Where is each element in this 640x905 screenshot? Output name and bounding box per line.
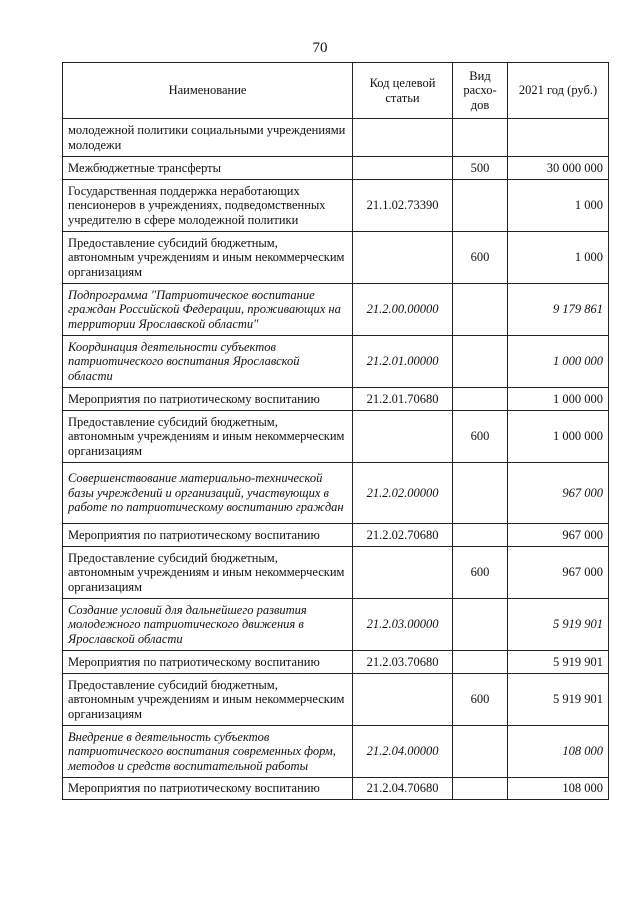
cell-code — [353, 674, 453, 726]
cell-code: 21.2.02.00000 — [353, 463, 453, 524]
cell-name: Мероприятия по патриотическому воспитанию — [63, 388, 353, 411]
table-row — [63, 674, 609, 726]
table-row — [63, 180, 609, 232]
header-sum: 2021 год (руб.) — [508, 63, 609, 119]
cell-name: Мероприятия по патриотическому воспитанию — [63, 524, 353, 547]
cell-code: 21.2.03.70680 — [353, 651, 453, 674]
cell-name: Мероприятия по патриотическому воспитанию — [63, 651, 353, 674]
cell-type: 500 — [453, 157, 508, 180]
cell-code: 21.2.01.70680 — [353, 388, 453, 411]
cell-code: 21.2.00.00000 — [353, 284, 453, 336]
cell-sum: 5 919 901 — [508, 651, 609, 674]
table-row — [63, 119, 609, 157]
cell-name: Создание условий для дальнейшего развития молодежного патриотического движения в Ярославской области — [63, 599, 353, 651]
cell-name: Внедрение в деятельность субъектов патриотического воспитания современных форм, методов и средств воспитательной работы — [63, 726, 353, 778]
cell-sum: 1 000 — [508, 232, 609, 284]
table-row — [63, 411, 609, 463]
cell-name: Координация деятельности субъектов патриотического воспитания Ярославской области — [63, 336, 353, 388]
table-row — [63, 599, 609, 651]
cell-type: 600 — [453, 411, 508, 463]
cell-sum: 5 919 901 — [508, 674, 609, 726]
cell-name: Подпрограмма "Патриотическое воспитание граждан Российской Федерации, проживающих на территории Ярославской области" — [63, 284, 353, 336]
table-row — [63, 547, 609, 599]
cell-code: 21.2.03.00000 — [353, 599, 453, 651]
cell-name: Предоставление субсидий бюджетным, автономным учреждениям и иным некоммерческим организациям — [63, 411, 353, 463]
table-row — [63, 336, 609, 388]
table-body — [63, 119, 609, 800]
cell-sum: 108 000 — [508, 726, 609, 778]
cell-type — [453, 180, 508, 232]
cell-name: Межбюджетные трансферты — [63, 157, 353, 180]
cell-type — [453, 524, 508, 547]
cell-name: Предоставление субсидий бюджетным, автономным учреждениям и иным некоммерческим организациям — [63, 674, 353, 726]
cell-sum: 1 000 000 — [508, 411, 609, 463]
table-row — [63, 284, 609, 336]
cell-type — [453, 336, 508, 388]
cell-sum: 967 000 — [508, 547, 609, 599]
cell-sum: 967 000 — [508, 463, 609, 524]
cell-code: 21.2.04.70680 — [353, 778, 453, 800]
cell-type: 600 — [453, 232, 508, 284]
cell-sum: 5 919 901 — [508, 599, 609, 651]
cell-type — [453, 599, 508, 651]
cell-code — [353, 119, 453, 157]
table-row — [63, 388, 609, 411]
cell-code — [353, 411, 453, 463]
cell-type: 600 — [453, 547, 508, 599]
cell-sum: 1 000 000 — [508, 336, 609, 388]
cell-type — [453, 388, 508, 411]
cell-code: 21.2.01.00000 — [353, 336, 453, 388]
cell-name: Предоставление субсидий бюджетным, автономным учреждениям и иным некоммерческим организациям — [63, 232, 353, 284]
cell-name: Совершенствование материально-технической базы учреждений и организаций, участвующих в работе по патриотическому воспитанию граждан — [63, 463, 353, 524]
header-code: Код целевой статьи — [353, 63, 453, 119]
cell-name: Государственная поддержка неработающих пенсионеров в учреждениях, подведомственных учредителю в сфере молодежной политики — [63, 180, 353, 232]
table-row — [63, 463, 609, 524]
page-number: 70 — [312, 40, 328, 56]
header-name: Наименование — [63, 63, 353, 119]
cell-sum: 967 000 — [508, 524, 609, 547]
cell-type — [453, 726, 508, 778]
table-row — [63, 778, 609, 800]
cell-type — [453, 651, 508, 674]
table-row — [63, 726, 609, 778]
cell-code — [353, 157, 453, 180]
cell-sum: 108 000 — [508, 778, 609, 800]
cell-name: молодежной политики социальными учреждениями молодежи — [63, 119, 353, 157]
cell-name: Мероприятия по патриотическому воспитанию — [63, 778, 353, 800]
table-row — [63, 157, 609, 180]
cell-code: 21.2.02.70680 — [353, 524, 453, 547]
table-row — [63, 524, 609, 547]
cell-sum: 1 000 000 — [508, 388, 609, 411]
cell-type — [453, 119, 508, 157]
header-type: Вид расхо-дов — [453, 63, 508, 119]
cell-sum — [508, 119, 609, 157]
cell-type — [453, 463, 508, 524]
cell-type — [453, 778, 508, 800]
cell-code — [353, 547, 453, 599]
cell-code: 21.2.04.00000 — [353, 726, 453, 778]
cell-sum: 30 000 000 — [508, 157, 609, 180]
cell-type — [453, 284, 508, 336]
table-row — [63, 651, 609, 674]
cell-code — [353, 232, 453, 284]
cell-sum: 1 000 — [508, 180, 609, 232]
cell-type: 600 — [453, 674, 508, 726]
cell-sum: 9 179 861 — [508, 284, 609, 336]
budget-table — [62, 62, 609, 800]
table-row — [63, 232, 609, 284]
cell-code: 21.1.02.73390 — [353, 180, 453, 232]
table-header-row — [63, 63, 609, 119]
cell-name: Предоставление субсидий бюджетным, автономным учреждениям и иным некоммерческим организациям — [63, 547, 353, 599]
